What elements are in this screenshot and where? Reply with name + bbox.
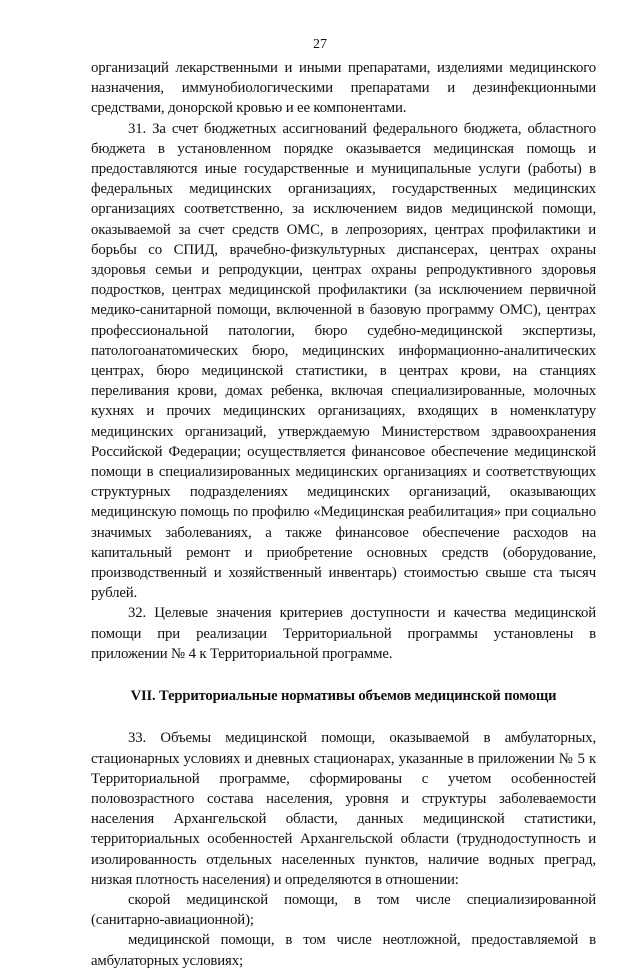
list-item-outpatient-care: медицинской помощи, в том числе неотложной, предоставляемой в амбулаторных условиях; — [91, 932, 596, 969]
paragraph-continuation: организаций лекарственными и иными препаратами, изделиями медицинского назначения, иммунобиологическими препаратами и дезинфекционными средствами, донорской кровью и ее компонентами. — [91, 60, 596, 117]
paragraph-33: 33. Объемы медицинской помощи, оказываемой в амбулаторных, стационарных условиях и дневных стационарах, указанные в приложении № 5 к Территориальной программе, сформированы с учетом особенностей половозрастного состава населения, уровня и структуры заболеваемости населения Архангельской области, данных медицинской статистики, территориальных особенностей Архангельской области (труднодоступность и изолированность отдельных населенных пунктов, наличие водных преград, низкая плотность населения) и определяются в отношении: — [91, 730, 596, 888]
document-body — [91, 58, 596, 971]
paragraph-32: 32. Целевые значения критериев доступности и качества медицинской помощи при реализации Территориальной программы установлены в приложении № 4 к Территориальной программе. — [91, 605, 596, 662]
section-heading: VII. Территориальные нормативы объемов медицинской помощи — [130, 688, 557, 705]
paragraph-31: 31. За счет бюджетных ассигнований федерального бюджета, областного бюджета в установленном порядке оказывается медицинская помощь и предоставляются иные государственные и муниципальные услуги (работы) в федеральных медицинских организациях, государственных медицинских организациях соответственно, за исключением видов медицинской помощи, оказываемой за счет средств ОМС, в лепрозориях, центрах профилактики и борьбы со СПИД, врачебно-физкультурных диспансерах, центрах охраны здоровья семьи и репродукции, центрах охраны репродуктивного здоровья подростков, центрах медицинской профилактики (за исключением первичной медико-санитарной помощи, включенной в базовую программу ОМС), центрах профессиональной патологии, бюро судебно-медицинской экспертизы, патологоанатомических бюро, медицинских информационно-аналитических центрах, бюро медицинской статистики, в центрах крови, на станциях переливания крови, домах ребенка, включая специализированные, молочных кухнях и прочих медицинских организациях, входящих в номенклатуру медицинских организаций, утверждаемую Министерством здравоохранения Российской Федерации; осуществляется финансовое обеспечение медицинской помощи в специализированных медицинских организациях и соответствующих структурных подразделениях медицинских организаций, оказывающих медицинскую помощь по профилю «Медицинская реабилитация» при социально значимых заболеваниях, а также финансовое обеспечение расходов на капитальный ремонт и приобретение основных средств (оборудование, производственный и хозяйственный инвентарь) стоимостью свыше ста тысяч рублей. — [91, 120, 596, 602]
list-item-emergency-care: скорой медицинской помощи, в том числе специализированной (санитарно-авиационной); — [91, 891, 596, 929]
page-number: 27 — [313, 37, 327, 52]
